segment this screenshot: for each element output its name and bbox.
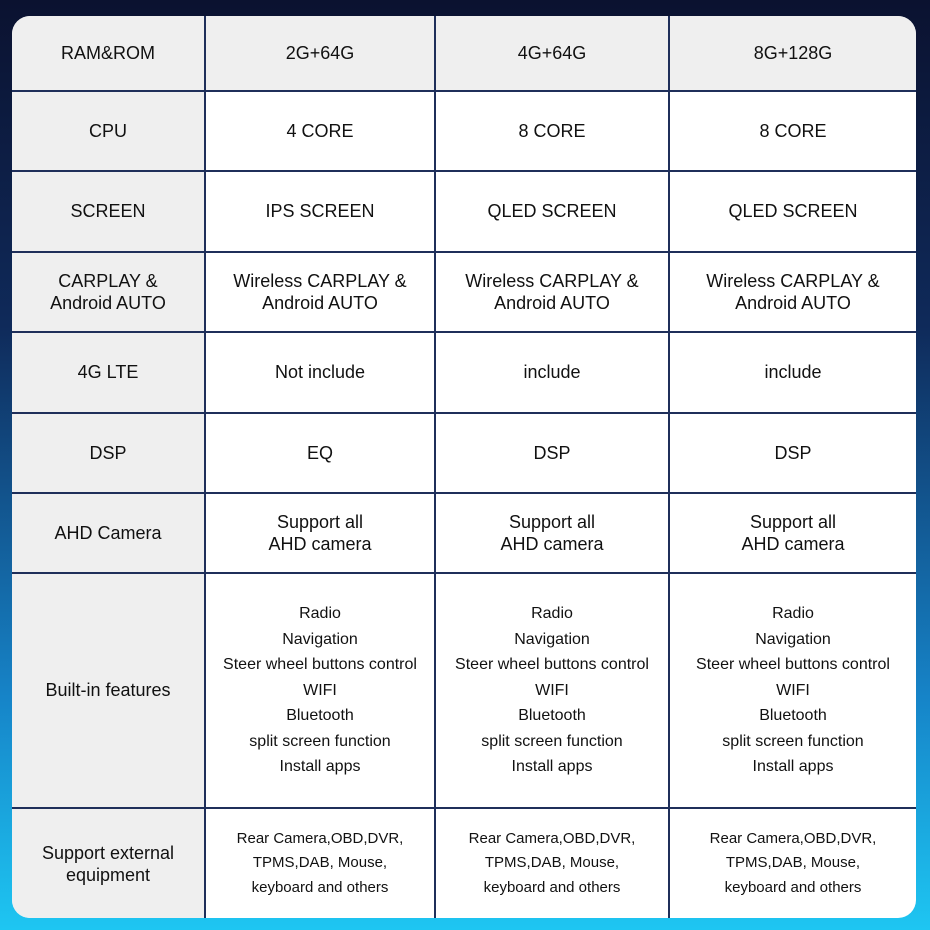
cell-dsp-col2: DSP: [435, 413, 669, 493]
cell-external-equipment-col1: Rear Camera,OBD,DVR, TPMS,DAB, Mouse, keyboard and others: [205, 808, 435, 918]
cell-screen-col1: IPS SCREEN: [205, 171, 435, 252]
row-label-ahd-camera: AHD Camera: [12, 493, 205, 573]
cell-screen-col2: QLED SCREEN: [435, 171, 669, 252]
cell-cpu-col1: 4 CORE: [205, 91, 435, 171]
table-row-screen: [12, 171, 916, 252]
cell-ram-rom-col3: 8G+128G: [669, 16, 916, 91]
cell-carplay-col1: Wireless CARPLAY & Android AUTO: [205, 252, 435, 332]
row-label-4g-lte: 4G LTE: [12, 332, 205, 413]
cell-ahd-camera-col3: Support all AHD camera: [669, 493, 916, 573]
table-row-cpu: [12, 91, 916, 171]
cell-built-in-features-col3: Radio Navigation Steer wheel buttons control WIFI Bluetooth split screen function Install apps: [669, 573, 916, 808]
cell-dsp-col3: DSP: [669, 413, 916, 493]
cell-dsp-col1: EQ: [205, 413, 435, 493]
spec-comparison-table: [12, 16, 916, 918]
row-label-carplay: CARPLAY & Android AUTO: [12, 252, 205, 332]
cell-external-equipment-col2: Rear Camera,OBD,DVR, TPMS,DAB, Mouse, keyboard and others: [435, 808, 669, 918]
table-row-ahd-camera: [12, 493, 916, 573]
table-row-4g-lte: [12, 332, 916, 413]
table-row-built-in-features: [12, 573, 916, 808]
cell-ahd-camera-col2: Support all AHD camera: [435, 493, 669, 573]
row-label-screen: SCREEN: [12, 171, 205, 252]
cell-built-in-features-col2: Radio Navigation Steer wheel buttons control WIFI Bluetooth split screen function Install apps: [435, 573, 669, 808]
row-label-external-equipment: Support external equipment: [12, 808, 205, 918]
cell-cpu-col3: 8 CORE: [669, 91, 916, 171]
cell-4g-lte-col2: include: [435, 332, 669, 413]
cell-4g-lte-col1: Not include: [205, 332, 435, 413]
table-row-carplay: [12, 252, 916, 332]
row-label-built-in-features: Built-in features: [12, 573, 205, 808]
cell-ram-rom-col1: 2G+64G: [205, 16, 435, 91]
cell-ahd-camera-col1: Support all AHD camera: [205, 493, 435, 573]
row-label-dsp: DSP: [12, 413, 205, 493]
cell-carplay-col2: Wireless CARPLAY & Android AUTO: [435, 252, 669, 332]
table-row-dsp: [12, 413, 916, 493]
table-row-external-equipment: [12, 808, 916, 918]
row-label-ram-rom: RAM&ROM: [12, 16, 205, 91]
row-label-cpu: CPU: [12, 91, 205, 171]
cell-carplay-col3: Wireless CARPLAY & Android AUTO: [669, 252, 916, 332]
cell-4g-lte-col3: include: [669, 332, 916, 413]
cell-built-in-features-col1: Radio Navigation Steer wheel buttons control WIFI Bluetooth split screen function Install apps: [205, 573, 435, 808]
spec-comparison-card: [12, 16, 916, 918]
cell-cpu-col2: 8 CORE: [435, 91, 669, 171]
cell-ram-rom-col2: 4G+64G: [435, 16, 669, 91]
table-row-ram-rom: [12, 16, 916, 91]
cell-external-equipment-col3: Rear Camera,OBD,DVR, TPMS,DAB, Mouse, keyboard and others: [669, 808, 916, 918]
cell-screen-col3: QLED SCREEN: [669, 171, 916, 252]
